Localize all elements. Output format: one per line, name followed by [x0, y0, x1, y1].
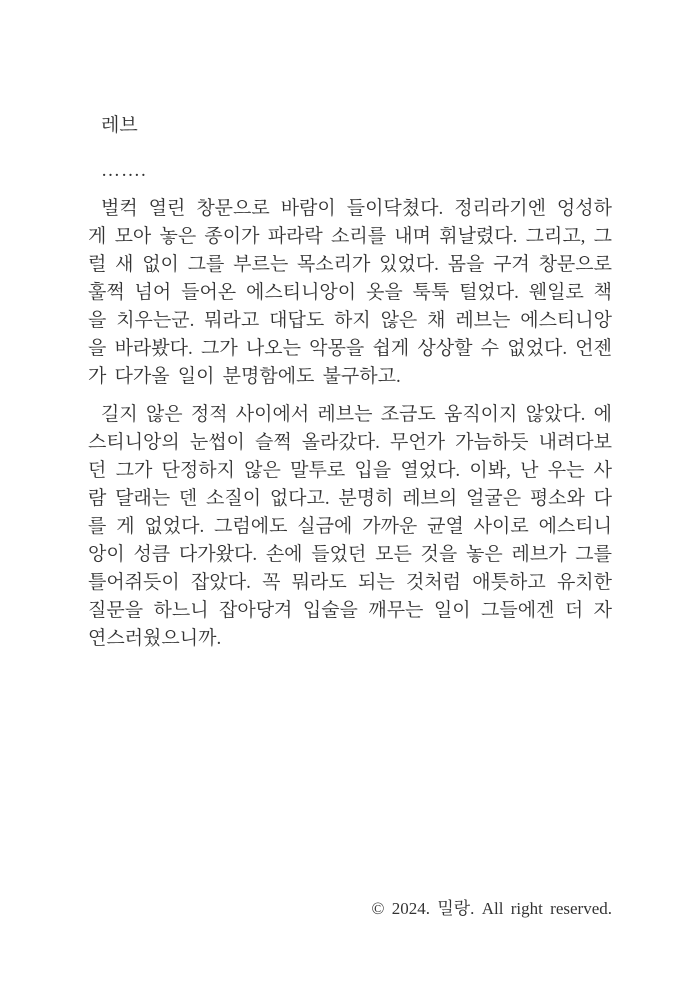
- footer-copyright: © 2024. 밀랑. All right reserved.: [371, 899, 612, 918]
- paragraph: 벌컥 열린 창문으로 바람이 들이닥쳤다. 정리라기엔 엉성하게 모아 놓은 종이가 파라락 소리를 내며 휘날렸다. 그리고, 그럴 새 없이 그를 부르는 목소리가 있었다. 몸을 구겨 창문으로 훌쩍 넘어 들어온 에스티니앙이 옷을 툭툭 털었다. 웬일로 책을 치우는군. 뭐라고 대답도 하지 않은 채 레브는 에스티니앙을 바라봤다. 그가 나오는 악몽을 쉽게 상상할 수 없었다. 언젠가 다가올 일이 분명함에도 불구하고.: [88, 198, 612, 387]
- page-title: 레브: [101, 115, 138, 136]
- paragraph: 길지 않은 정적 사이에서 레브는 조금도 움직이지 않았다. 에스티니앙의 눈썹이 슬쩍 올라갔다. 무언가 가늠하듯 내려다보던 그가 단정하지 않은 말투로 입을 열었다. 이봐, 난 우는 사람 달래는 덴 소질이 없다고. 분명히 레브의 얼굴은 평소와 다를 게 없었다. 그럼에도 실금에 가까운 균열 사이로 에스티니앙이 성큼 다가왔다. 손에 들었던 모든 것을 놓은 레브가 그를 틀어쥐듯이 잡았다. 꼭 뭐라도 되는 것처럼 애틋하고 유치한 질문을 하느니 잡아당겨 입술을 깨무는 일이 그들에겐 더 자연스러웠으니까.: [88, 404, 612, 649]
- ellipsis-line: …….: [101, 160, 147, 181]
